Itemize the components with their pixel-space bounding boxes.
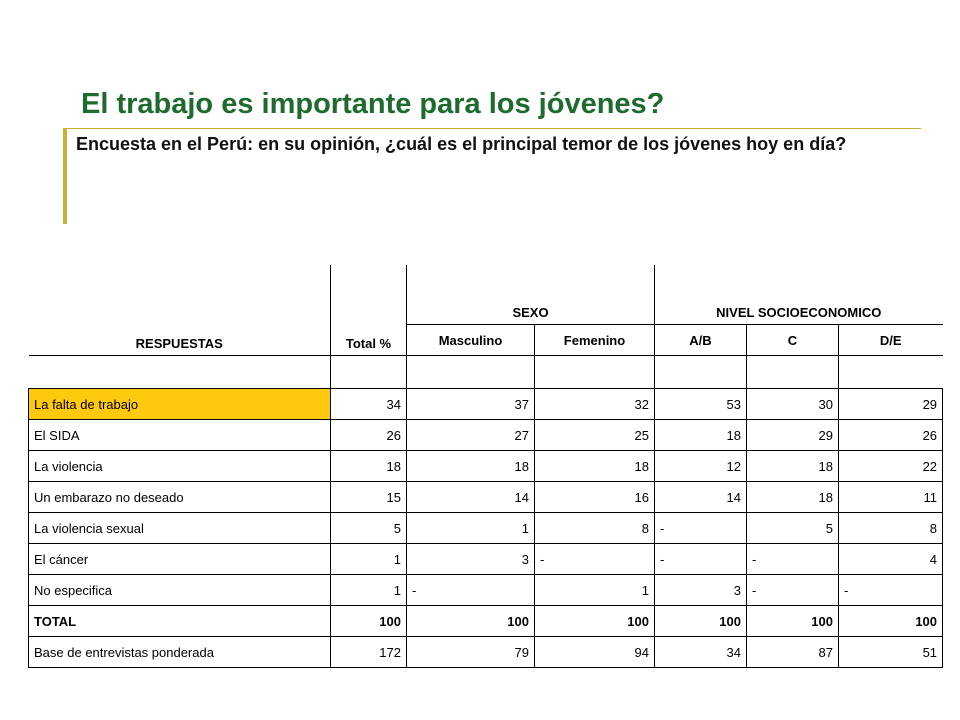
cell-de: 22 xyxy=(839,451,943,482)
table-row xyxy=(29,575,943,606)
table-row-total xyxy=(29,606,943,637)
cell-ab: 53 xyxy=(655,389,747,420)
cell-masculino: 18 xyxy=(407,451,535,482)
cell-c: 100 xyxy=(747,606,839,637)
survey-table xyxy=(28,265,943,668)
cell-de: 4 xyxy=(839,544,943,575)
cell-masculino: 1 xyxy=(407,513,535,544)
cell-total: 5 xyxy=(331,513,407,544)
cell-ab: 100 xyxy=(655,606,747,637)
table-row xyxy=(29,513,943,544)
header-ab: A/B xyxy=(655,325,747,356)
row-label: El SIDA xyxy=(29,420,331,451)
cell-de: 26 xyxy=(839,420,943,451)
cell-femenino: 16 xyxy=(535,482,655,513)
cell-femenino: 1 xyxy=(535,575,655,606)
cell-c: 87 xyxy=(747,637,839,668)
row-label: TOTAL xyxy=(29,606,331,637)
cell-ab: 3 xyxy=(655,575,747,606)
cell-masculino: 14 xyxy=(407,482,535,513)
cell-ab: - xyxy=(655,513,747,544)
page-title: El trabajo es importante para los jóvenes? xyxy=(81,88,665,120)
cell-de: 11 xyxy=(839,482,943,513)
table-row xyxy=(29,482,943,513)
cell-femenino: 8 xyxy=(535,513,655,544)
accent-divider xyxy=(63,128,921,129)
table-row xyxy=(29,451,943,482)
cell-femenino: - xyxy=(535,544,655,575)
cell-ab: - xyxy=(655,544,747,575)
row-label: La falta de trabajo xyxy=(29,389,331,420)
cell-ab: 34 xyxy=(655,637,747,668)
cell-total: 26 xyxy=(331,420,407,451)
cell-masculino: 37 xyxy=(407,389,535,420)
header-c: C xyxy=(747,325,839,356)
cell-total: 34 xyxy=(331,389,407,420)
table-row xyxy=(29,389,943,420)
cell-masculino: 3 xyxy=(407,544,535,575)
header-respuestas: RESPUESTAS xyxy=(29,265,331,356)
cell-femenino: 18 xyxy=(535,451,655,482)
cell-de: 29 xyxy=(839,389,943,420)
cell-c: 18 xyxy=(747,482,839,513)
row-label: No especifica xyxy=(29,575,331,606)
cell-c: - xyxy=(747,575,839,606)
row-label: Un embarazo no deseado xyxy=(29,482,331,513)
cell-masculino: - xyxy=(407,575,535,606)
table-row xyxy=(29,420,943,451)
cell-de: - xyxy=(839,575,943,606)
cell-total: 18 xyxy=(331,451,407,482)
cell-ab: 18 xyxy=(655,420,747,451)
cell-de: 100 xyxy=(839,606,943,637)
cell-total: 1 xyxy=(331,544,407,575)
cell-c: 5 xyxy=(747,513,839,544)
header-nivel: NIVEL SOCIOECONOMICO xyxy=(655,265,943,325)
cell-femenino: 94 xyxy=(535,637,655,668)
cell-total: 1 xyxy=(331,575,407,606)
cell-c: - xyxy=(747,544,839,575)
header-sexo: SEXO xyxy=(407,265,655,325)
row-label: La violencia sexual xyxy=(29,513,331,544)
row-label: El cáncer xyxy=(29,544,331,575)
cell-masculino: 79 xyxy=(407,637,535,668)
cell-masculino: 27 xyxy=(407,420,535,451)
survey-question: Encuesta en el Perú: en su opinión, ¿cuál es el principal temor de los jóvenes hoy en día? xyxy=(76,134,847,154)
cell-ab: 14 xyxy=(655,482,747,513)
cell-c: 29 xyxy=(747,420,839,451)
header-de: D/E xyxy=(839,325,943,356)
accent-bar xyxy=(63,128,67,224)
cell-total: 15 xyxy=(331,482,407,513)
cell-femenino: 100 xyxy=(535,606,655,637)
header-masculino: Masculino xyxy=(407,325,535,356)
cell-ab: 12 xyxy=(655,451,747,482)
cell-c: 30 xyxy=(747,389,839,420)
cell-de: 8 xyxy=(839,513,943,544)
header-total: Total % xyxy=(331,265,407,356)
table-row xyxy=(29,544,943,575)
row-label: Base de entrevistas ponderada xyxy=(29,637,331,668)
header-femenino: Femenino xyxy=(535,325,655,356)
table-row xyxy=(29,637,943,668)
cell-c: 18 xyxy=(747,451,839,482)
cell-femenino: 32 xyxy=(535,389,655,420)
row-label: La violencia xyxy=(29,451,331,482)
cell-total: 172 xyxy=(331,637,407,668)
cell-de: 51 xyxy=(839,637,943,668)
cell-femenino: 25 xyxy=(535,420,655,451)
cell-total: 100 xyxy=(331,606,407,637)
cell-masculino: 100 xyxy=(407,606,535,637)
